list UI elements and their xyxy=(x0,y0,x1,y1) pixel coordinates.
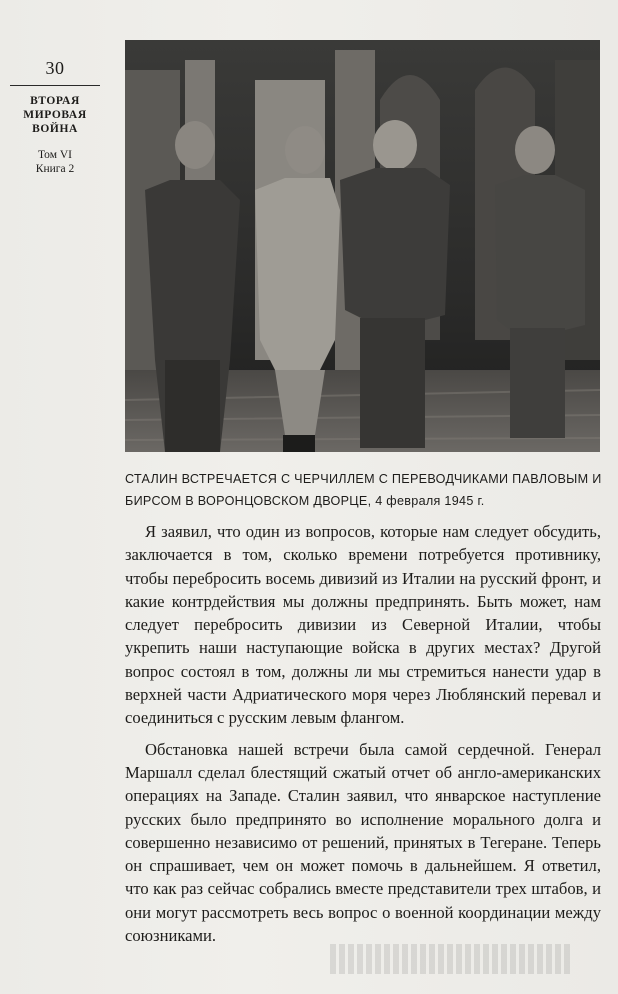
photo-caption xyxy=(125,468,605,512)
photo-illustration xyxy=(125,40,600,452)
series-title: ВТОРАЯ МИРОВАЯ ВОЙНА xyxy=(23,95,87,135)
caption-text: СТАЛИН ВСТРЕЧАЕТСЯ С ЧЕРЧИЛЛЕМ С ПЕРЕВОДЧИКАМИ ПАВЛОВЫМ И БИРСОМ В ВОРОНЦОВСКОМ ДВОРЦЕ, xyxy=(125,472,602,508)
historical-photograph xyxy=(125,40,600,452)
bleed-through-text xyxy=(330,944,570,974)
caption-date: 4 февраля 1945 г. xyxy=(375,494,485,508)
paragraph: Я заявил, что один из вопросов, которые нам следует обсудить, заключается в том, сколько времени потребуется противнику, чтобы перебросить восемь дивизий из Италии на русский фронт, и какие контрдействия мы должны предпринять. Быть может, нам следует перебросить дивизии из Северной Италии, чтобы укрепить наши наступающие войска в других местах? Другой вопрос состоял в том, должны ли мы стремиться нанести удар в верхней части Адриатического моря через Люблянский перевал и соединиться с русским левым флангом. xyxy=(125,522,601,728)
page-number: 30 xyxy=(45,58,65,78)
volume-label: Том VI xyxy=(38,149,72,161)
divider xyxy=(10,85,100,86)
book-label: Книга 2 xyxy=(35,163,75,175)
paragraph: Обстановка нашей встречи была самой сердечной. Генерал Маршалл сделал блестящий сжатый отчет об англо-американских операциях на Западе. Сталин заявил, что январское наступление русских было предпринято во исполнение морального долга и совершенно независимо от решений, принятых в Тегеране. Теперь он спрашивает, чем он может помочь в дальнейшем. Я ответил, что как раз сейчас собрались вместе представители трех штабов, и они могут рассмотреть весь вопрос о военной координации между союзниками. xyxy=(125,739,601,946)
body-text xyxy=(125,520,601,947)
margin-header xyxy=(0,58,110,176)
